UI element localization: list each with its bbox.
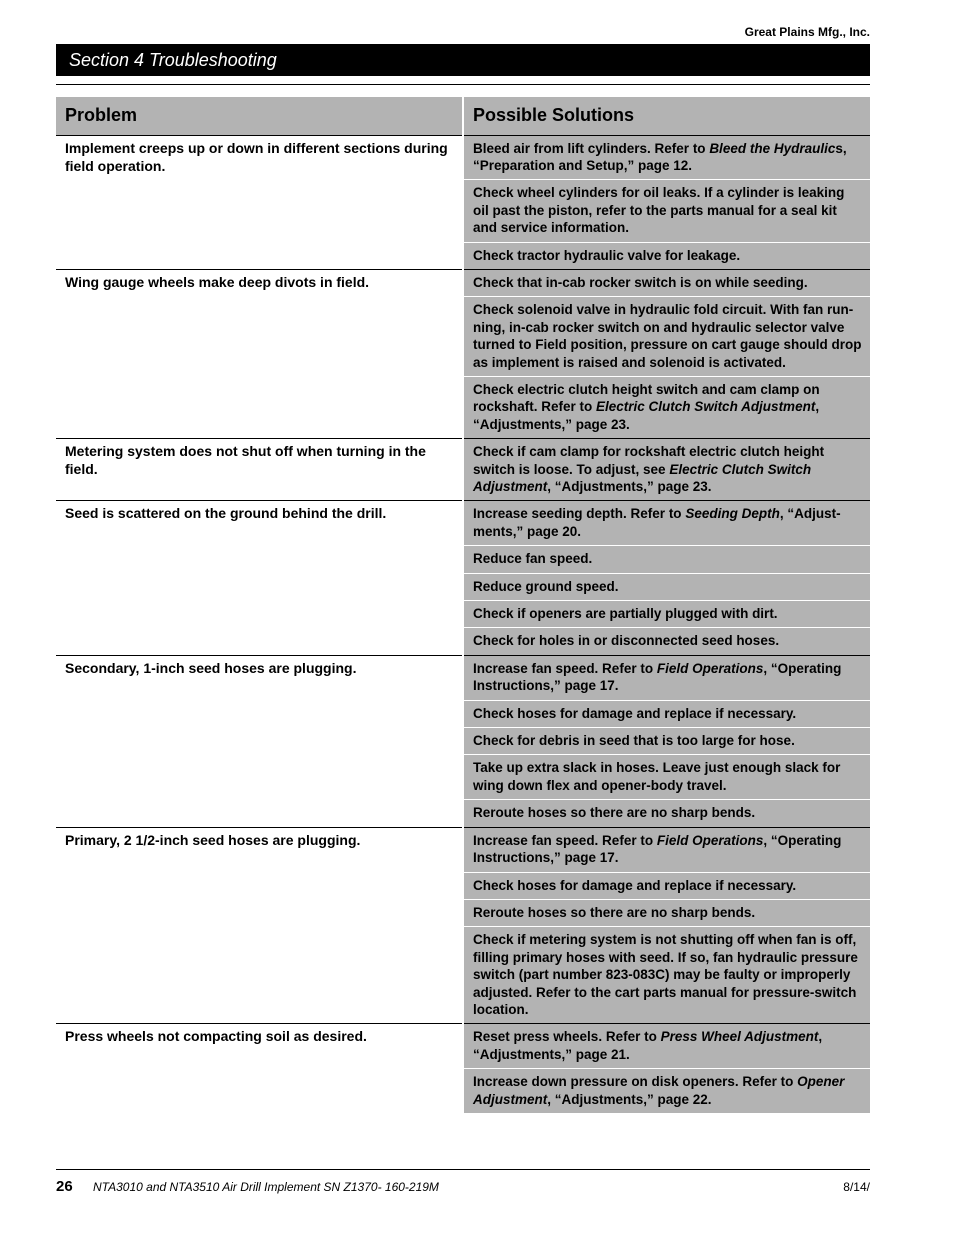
solution-text: Check wheel cylinders for oil leaks. If a cylinder is leaking oil past the piston, refer to the parts manual for a seal kit and service information. bbox=[473, 185, 845, 236]
solution-text: Reroute hoses so there are no sharp bends. bbox=[473, 805, 756, 821]
solution-text: Check if metering system is not shutting off when fan is off, filling primary hoses with seed. If so, fan hydraulic pressure switch (part number 823-083C) may be faulty or improperly adjusted. Refer to the cart parts manual for pressure-switch location. bbox=[473, 932, 858, 1017]
problem-cell: Implement creeps up or down in different sections during field operation. bbox=[56, 135, 463, 269]
solution-text: Check solenoid valve in hydraulic fold circuit. With fan run- ning, in-cab rocker switch on and hydraulic selector valve turned to Field position, pressure on cart gauge should drop as implement is raised and solenoid is activated. bbox=[473, 302, 862, 370]
table-row bbox=[56, 655, 870, 700]
solution-text: , “Adjust- ments,” page 20. bbox=[473, 506, 841, 539]
solution-cell bbox=[463, 899, 870, 926]
solution-text: Increase fan speed. Refer to bbox=[473, 832, 657, 848]
solution-reference: Opener Adjustment bbox=[473, 1074, 845, 1107]
table-row bbox=[56, 827, 870, 872]
solution-reference: Press Wheel Adjustment bbox=[660, 1029, 819, 1045]
solution-text: Reduce fan speed. bbox=[473, 551, 593, 567]
solution-text: Check hoses for damage and replace if necessary. bbox=[473, 705, 797, 721]
solution-cell bbox=[463, 573, 870, 600]
problem-cell: Primary, 2 1/2-inch seed hoses are plugging. bbox=[56, 827, 463, 1024]
solution-text: Check for holes in or disconnected seed hoses. bbox=[473, 633, 780, 649]
solution-text: Check if cam clamp for rockshaft electric clutch height switch is loose. To adjust, see bbox=[473, 444, 825, 477]
solution-text: Check electric clutch height switch and cam clamp on rockshaft. Refer to bbox=[473, 381, 820, 415]
solutions-column-header: Possible Solutions bbox=[463, 97, 870, 135]
solution-reference: Seeding Depth bbox=[685, 506, 780, 522]
solution-text: Increase down pressure on disk openers. Refer to bbox=[473, 1074, 798, 1090]
solution-text: , “Adjustments,” page 21. bbox=[473, 1029, 823, 1062]
problem-cell: Secondary, 1-inch seed hoses are plugging. bbox=[56, 655, 463, 827]
solution-reference: Field Operations bbox=[656, 832, 764, 848]
problem-cell: Press wheels not compacting soil as desired. bbox=[56, 1024, 463, 1113]
solution-cell bbox=[463, 728, 870, 755]
solution-text: Check for debris in seed that is too large for hose. bbox=[473, 733, 795, 749]
solution-cell bbox=[463, 501, 870, 546]
solution-text: Reset press wheels. Refer to bbox=[473, 1029, 661, 1045]
page-number: 26 bbox=[56, 1178, 73, 1195]
solution-cell bbox=[463, 927, 870, 1024]
solution-cell bbox=[463, 700, 870, 727]
solution-cell bbox=[463, 180, 870, 242]
solution-text: Check tractor hydraulic valve for leakage. bbox=[473, 247, 741, 263]
solution-cell bbox=[463, 439, 870, 501]
header-rule bbox=[56, 84, 870, 85]
solution-text: Reroute hoses so there are no sharp bends. bbox=[473, 904, 756, 920]
solution-cell bbox=[463, 135, 870, 180]
solution-text: Take up extra slack in hoses. Leave just enough slack for wing down flex and opener-body travel. bbox=[473, 760, 841, 793]
solution-text: Check if openers are partially plugged with dirt. bbox=[473, 606, 778, 622]
problem-cell: Wing gauge wheels make deep divots in field. bbox=[56, 269, 463, 438]
solution-reference: Electric Clutch Switch Adjustment bbox=[473, 461, 812, 494]
solution-cell bbox=[463, 872, 870, 899]
table-body bbox=[56, 135, 870, 1113]
solution-cell bbox=[463, 269, 870, 296]
solution-reference: Bleed the Hydraulic bbox=[709, 140, 836, 156]
document-title: NTA3010 and NTA3510 Air Drill Implement SN Z1370- 160-219M bbox=[93, 1180, 439, 1194]
solution-reference: Field Operations bbox=[656, 660, 764, 676]
solution-cell bbox=[463, 546, 870, 573]
footer-rule bbox=[56, 1169, 870, 1170]
solution-text: , “Operating Instructions,” page 17. bbox=[473, 660, 842, 694]
problem-cell: Seed is scattered on the ground behind the drill. bbox=[56, 501, 463, 655]
problem-cell: Metering system does not shut off when turning in the field. bbox=[56, 439, 463, 501]
solution-text: Reduce ground speed. bbox=[473, 578, 619, 594]
troubleshooting-table bbox=[56, 97, 870, 1113]
solution-text: Check that in-cab rocker switch is on while seeding. bbox=[473, 274, 808, 290]
solution-cell bbox=[463, 376, 870, 438]
solution-text: , “Operating Instructions,” page 17. bbox=[473, 832, 842, 866]
solution-text: Increase fan speed. Refer to bbox=[473, 660, 657, 676]
solution-cell bbox=[463, 827, 870, 872]
solution-cell bbox=[463, 601, 870, 628]
solution-cell bbox=[463, 1069, 870, 1113]
solution-cell bbox=[463, 297, 870, 377]
table-row bbox=[56, 501, 870, 546]
solution-cell bbox=[463, 1024, 870, 1069]
table-row bbox=[56, 1024, 870, 1069]
solution-text: , “Adjustments,” page 23. bbox=[473, 399, 820, 432]
solution-cell bbox=[463, 628, 870, 655]
problem-column-header: Problem bbox=[56, 97, 463, 135]
solution-text: Check hoses for damage and replace if necessary. bbox=[473, 877, 797, 893]
table-row bbox=[56, 135, 870, 180]
solution-cell bbox=[463, 655, 870, 700]
table-row bbox=[56, 269, 870, 296]
company-name: Great Plains Mfg., Inc. bbox=[744, 25, 870, 39]
solution-text: , “Adjustments,” page 22. bbox=[547, 1091, 712, 1107]
solution-text: , “Adjustments,” page 23. bbox=[547, 479, 712, 494]
solution-text: Bleed air from lift cylinders. Refer to bbox=[473, 140, 710, 156]
solution-text: s, “Preparation and Setup,” page 12. bbox=[473, 140, 847, 173]
table-row bbox=[56, 439, 870, 501]
solution-cell bbox=[463, 800, 870, 827]
section-title: Section 4 Troubleshooting bbox=[56, 44, 870, 76]
solution-cell bbox=[463, 242, 870, 269]
solution-cell bbox=[463, 755, 870, 800]
solution-reference: Electric Clutch Switch Adjustment bbox=[596, 399, 816, 415]
table-header-row bbox=[56, 97, 870, 135]
solution-text: Increase seeding depth. Refer to bbox=[473, 506, 686, 522]
document-date: 8/14/ bbox=[843, 1180, 870, 1194]
